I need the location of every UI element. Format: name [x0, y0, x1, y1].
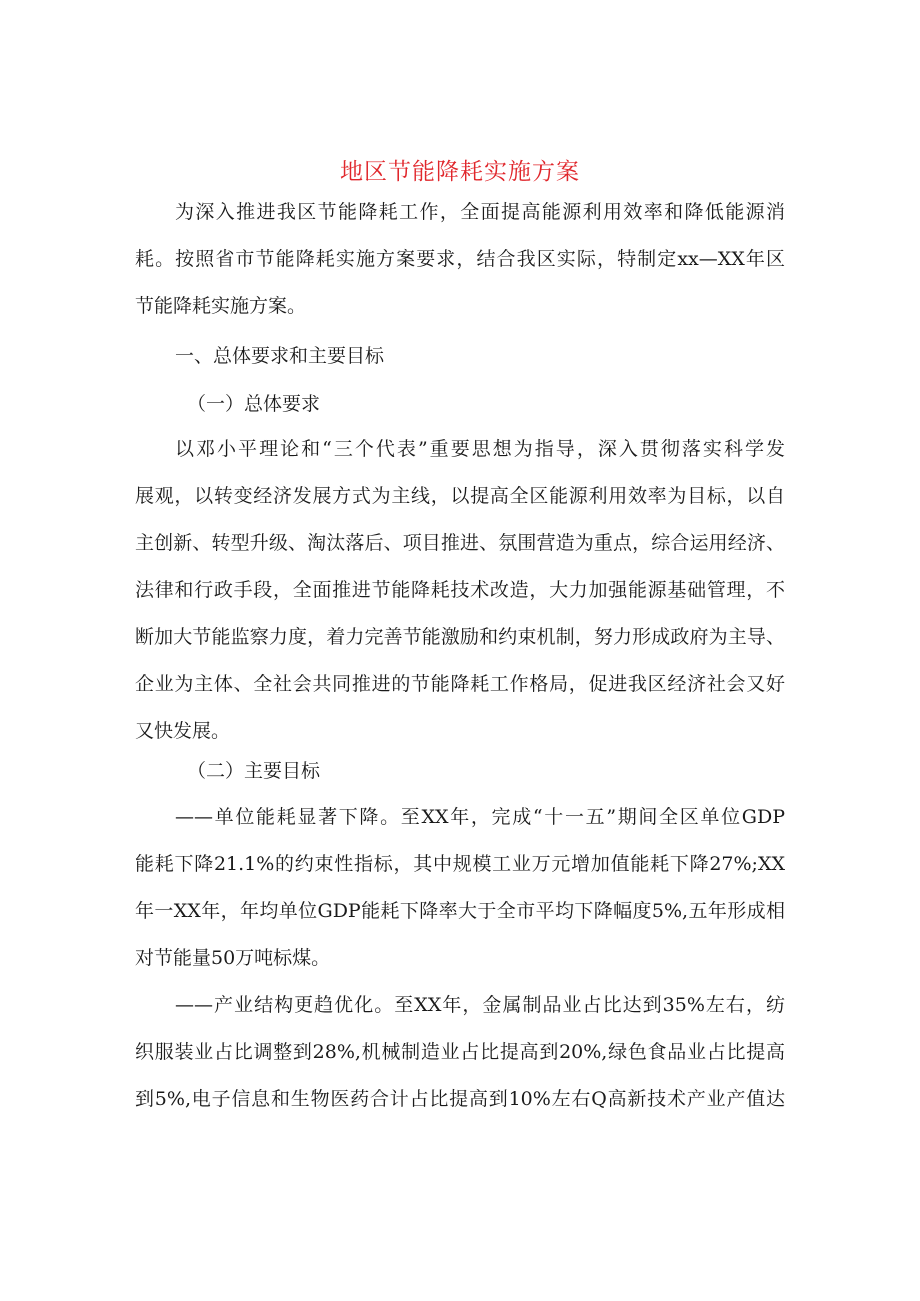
sub1-line-7: 又快发展。: [135, 720, 231, 742]
intro-line-2: 耗。按照省市节能降耗实施方案要求，结合我区实际，特制定xx—XX年区: [135, 248, 785, 270]
goal2-line-2: 织服装业占比调整到28%,机械制造业占比提高到20%,绿色食品业占比提高: [135, 1041, 785, 1063]
goal1-line-2: 能耗下降21.1%的约束性指标，其中规模工业万元增加值能耗下降27%;XX: [135, 853, 785, 875]
sub1-line-2: 展观，以转变经济发展方式为主线，以提高全区能源利用效率为目标，以自: [135, 485, 785, 507]
goal2-line-1: ——产业结构更趋优化。至XX年，金属制品业占比达到35%左右，纺: [175, 994, 785, 1016]
goal1-line-1: ——单位能耗显著下降。至XX年，完成“十一五”期间全区单位GDP: [175, 806, 785, 828]
goal-1-paragraph: [135, 794, 785, 982]
document-title: 地区节能降耗实施方案: [340, 159, 580, 185]
sub1-line-3: 主创新、转型升级、淘汰落后、项目推进、氛围营造为重点，综合运用经济、: [135, 532, 785, 554]
goal1-line-4: 对节能量50万吨标煤。: [135, 947, 331, 969]
intro-line-1: 为深入推进我区节能降耗工作，全面提高能源利用效率和降低能源消: [175, 201, 785, 223]
sub1-line-6: 企业为主体、全社会共同推进的节能降耗工作格局，促进我区经济社会又好: [135, 673, 785, 695]
subsection-2-heading: （二）主要目标: [187, 760, 321, 782]
subsection-1-body: [135, 426, 785, 755]
subsection-1-heading: （一）总体要求: [187, 393, 321, 415]
goal2-line-3: 到5%,电子信息和生物医药合计占比提高到10%左右Q高新技术产业产值达: [135, 1088, 785, 1110]
sub1-line-1: 以邓小平理论和“三个代表”重要思想为指导，深入贯彻落实科学发: [175, 438, 785, 460]
intro-paragraph: [135, 189, 785, 330]
goal1-line-3: 年一XX年，年均单位GDP能耗下降率大于全市平均下降幅度5%,五年形成相: [135, 900, 785, 922]
section-1-heading: 一、总体要求和主要目标: [175, 345, 385, 367]
goal-2-paragraph: [135, 982, 785, 1123]
sub1-line-4: 法律和行政手段，全面推进节能降耗技术改造，大力加强能源基础管理，不: [135, 579, 785, 601]
intro-line-3: 节能降耗实施方案。: [135, 295, 307, 317]
sub1-line-5: 断加大节能监察力度，着力完善节能激励和约束机制，努力形成政府为主导、: [135, 626, 785, 648]
